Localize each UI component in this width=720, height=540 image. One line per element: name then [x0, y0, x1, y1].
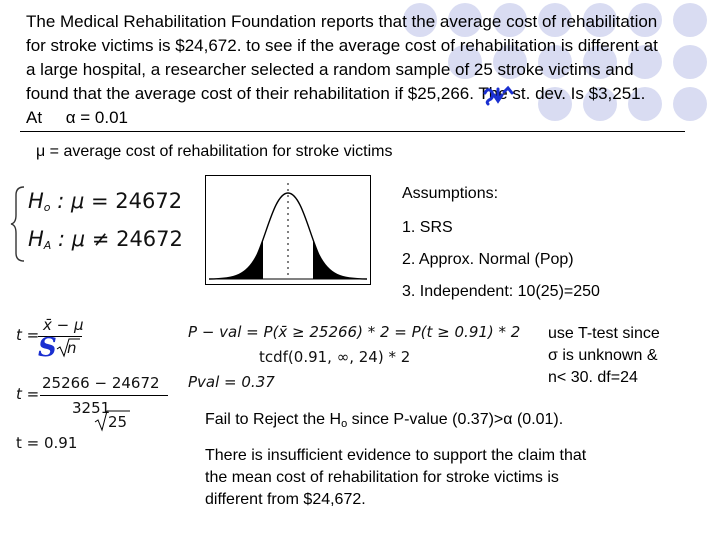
- assumptions-title: Assumptions:: [402, 185, 499, 202]
- hypotheses-block: [10, 185, 190, 265]
- t-result: t = 0.91: [16, 434, 78, 452]
- handwritten-s: S: [38, 333, 57, 363]
- t-label-substituted: t =: [16, 385, 40, 403]
- alt-sub: A: [43, 239, 52, 252]
- normal-curve-graph: [205, 175, 371, 285]
- evidence-line-3: different from $24,672.: [205, 491, 366, 508]
- substituted-denominator-s: 3251: [72, 399, 111, 417]
- formula-denominator-n: n: [67, 339, 77, 357]
- alternative-hypothesis: [28, 227, 183, 252]
- null-hypothesis: [28, 189, 182, 214]
- test-note-line-3: n< 30. df=24: [548, 369, 638, 386]
- fraction-bar: [40, 395, 168, 396]
- alt-label: H: [28, 227, 44, 251]
- problem-statement: [26, 10, 711, 130]
- conclusion-prefix: Fail to Reject the H: [205, 411, 342, 428]
- substituted-denominator-n: 25: [108, 413, 128, 431]
- divider-line: [20, 131, 685, 132]
- null-sub: o: [43, 201, 51, 214]
- p-value-line-2: tcdf(0.91, ∞, 24) * 2: [259, 348, 411, 366]
- formula-numerator: x̄ − μ: [43, 316, 84, 334]
- conclusion-suffix: since P-value (0.37)>α (0.01).: [347, 411, 564, 428]
- p-value-line-1: P − val = P(x̄ ≥ 25266) * 2 = P(t ≥ 0.91) * 2: [188, 323, 521, 341]
- null-value: 24672: [115, 189, 183, 213]
- assumption-item: 3. Independent: 10(25)=250: [402, 283, 600, 300]
- alt-value: 24672: [116, 227, 183, 251]
- problem-line-3: a large hospital, a researcher selected a random sample of 25 stroke victims and: [26, 60, 634, 79]
- conclusion: [205, 411, 563, 430]
- conclusion-sub: o: [341, 418, 348, 430]
- evidence-line-1: There is insufficient evidence to support the claim that: [205, 447, 587, 464]
- problem-line-1: The Medical Rehabilitation Foundation reports that the average cost of rehabilitation: [26, 12, 658, 31]
- alpha-line: [26, 106, 711, 130]
- null-relation: : μ =: [57, 189, 116, 213]
- p-value-block: [188, 319, 521, 394]
- test-note: [548, 323, 718, 389]
- evidence-line-2: the mean cost of rehabilitation for stroke victims is: [205, 469, 559, 486]
- assumption-item: 1. SRS: [402, 219, 453, 236]
- test-note-line-1: use T-test since: [548, 325, 660, 342]
- brace-icon: [10, 185, 26, 263]
- problem-line-4: found that the average cost of their rehabilitation if $25,266. The st. dev. Is $3,251.: [26, 84, 646, 103]
- t-statistic-block: [16, 316, 191, 456]
- alpha-value: α = 0.01: [65, 108, 128, 127]
- evidence-statement: [205, 445, 685, 511]
- substituted-numerator: 25266 − 24672: [42, 374, 160, 392]
- alpha-prefix: At: [26, 108, 43, 127]
- t-label-formula: t =: [16, 326, 40, 344]
- p-value-line-3: Pval = 0.37: [188, 373, 275, 391]
- assumption-item: 2. Approx. Normal (Pop): [402, 251, 574, 268]
- alt-relation: : μ ≠: [58, 227, 117, 251]
- problem-line-2: for stroke victims is $24,672. to see if the average cost of rehabilitation is different at: [26, 36, 658, 55]
- test-note-line-2: σ is unknown &: [548, 347, 658, 364]
- null-label: H: [28, 189, 44, 213]
- handwritten-annotation-icon: [482, 84, 516, 106]
- mu-definition: μ = average cost of rehabilitation for stroke victims: [36, 143, 393, 160]
